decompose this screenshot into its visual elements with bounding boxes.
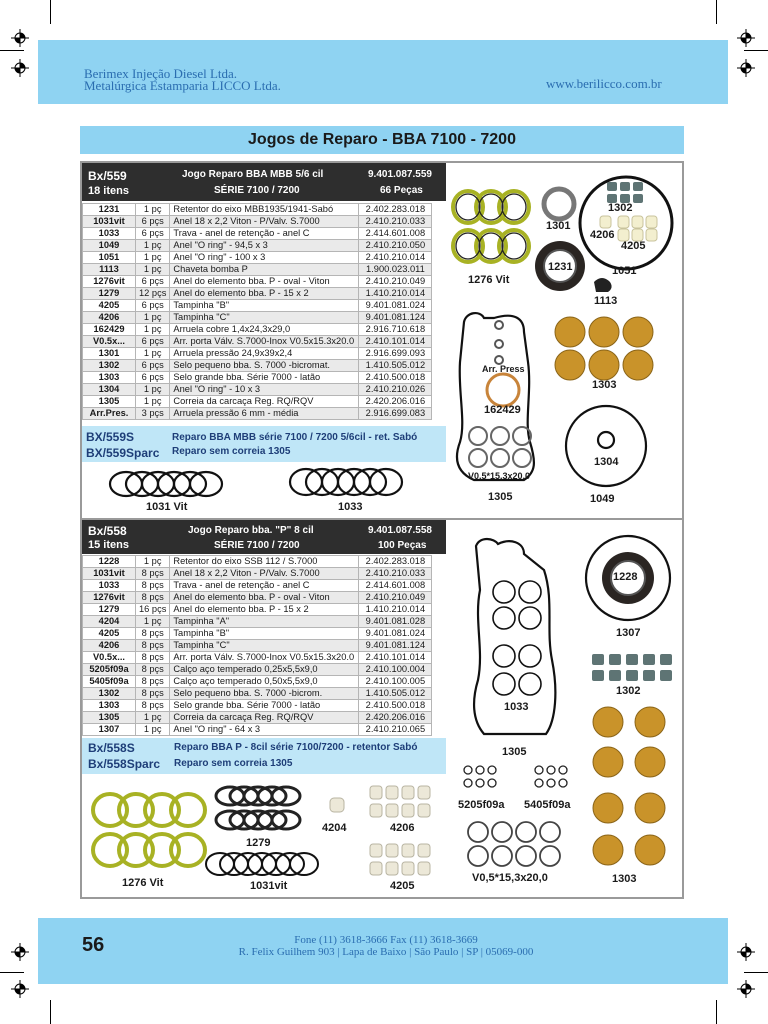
part-code: 1276vit — [83, 592, 136, 604]
part-code: 4205 — [83, 628, 136, 640]
registration-mark-icon — [737, 59, 755, 77]
part-desc: Retentor do eixo SSB 112 / S.7000 — [170, 556, 359, 568]
steel-ring-icon — [468, 822, 560, 866]
part-code: 1033 — [83, 228, 136, 240]
part-code: 4206 — [83, 312, 136, 324]
part-desc: Trava - anel de retenção - anel C — [170, 580, 359, 592]
part-qty: 1 pç — [136, 556, 170, 568]
part-qty: 6 pçs — [136, 360, 170, 372]
part-code: 4204 — [83, 616, 136, 628]
part-label: 1303 — [612, 873, 637, 885]
part-label: 1305 — [502, 746, 527, 758]
registration-mark-icon — [737, 980, 755, 998]
kit-name: Jogo Reparo bba. "P" 8 cil — [188, 525, 314, 536]
part-label: 1303 — [592, 379, 617, 391]
part-desc: Anel do elemento bba. P - oval - Viton — [170, 276, 359, 288]
part-code: 1279 — [83, 288, 136, 300]
part-ref: 2.420.206.016 — [359, 396, 432, 408]
part-ref: 1.410.210.014 — [359, 288, 432, 300]
part-qty: 1 pç — [136, 724, 170, 736]
retaining-ring-icon — [290, 469, 402, 495]
part-ref: 2.402.283.018 — [359, 204, 432, 216]
part-qty: 1 pç — [136, 312, 170, 324]
part-desc: Anel do elemento bba. P - oval - Viton — [170, 592, 359, 604]
part-ref: 1.410.210.014 — [359, 604, 432, 616]
part-desc: Selo pequeno bba. S. 7000 -bicromat. — [170, 360, 359, 372]
washer-icon — [544, 189, 574, 219]
part-qty: 6 pçs — [136, 300, 170, 312]
part-qty: 12 pçs — [136, 288, 170, 300]
part-ref: 2.410.210.049 — [359, 276, 432, 288]
part-desc: Tampinha "B" — [170, 300, 359, 312]
part-ref: 2.414.601.008 — [359, 580, 432, 592]
part-label: 1279 — [246, 837, 271, 849]
part-qty: 1 pç — [136, 264, 170, 276]
part-ref: 2.410.210.014 — [359, 252, 432, 264]
part-desc: Arruela pressão 24,9x39x2,4 — [170, 348, 359, 360]
part-label: 4206 — [390, 822, 415, 834]
part-qty: 1 pç — [136, 396, 170, 408]
kit-series: SÉRIE 7100 / 7200 — [214, 540, 300, 551]
variant-code: BX/559S — [86, 430, 135, 444]
part-desc: Selo grande bba. Série 7000 - latão — [170, 700, 359, 712]
part-qty: 8 pçs — [136, 568, 170, 580]
part-code: 1279 — [83, 604, 136, 616]
part-desc: Anel 18 x 2,2 Viton - P/Valv. S.7000 — [170, 568, 359, 580]
crop-mark — [0, 50, 24, 51]
part-label: Arr. Press — [482, 364, 525, 374]
part-code: 4205 — [83, 300, 136, 312]
part-ref: 2.410.500.018 — [359, 372, 432, 384]
crop-mark — [50, 1000, 51, 1024]
part-desc: Trava - anel de retenção - anel C — [170, 228, 359, 240]
part-ref: 2.410.210.050 — [359, 240, 432, 252]
part-code: 1033 — [83, 580, 136, 592]
part-ref: 2.410.210.026 — [359, 384, 432, 396]
oring-viton-icon — [93, 794, 205, 866]
part-desc: Correia da carcaça Reg. RQ/RQV — [170, 712, 359, 724]
part-code: 1303 — [83, 372, 136, 384]
part-code: 4206 — [83, 640, 136, 652]
part-label: 162429 — [484, 404, 521, 416]
part-label: 4205 — [390, 880, 415, 892]
part-desc: Anel "O ring" - 94,5 x 3 — [170, 240, 359, 252]
part-desc: Retentor do eixo MBB1935/1941-Sabó — [170, 204, 359, 216]
part-ref: 9.401.081.024 — [359, 628, 432, 640]
part-ref: 1.410.505.012 — [359, 360, 432, 372]
part-desc: Arruela cobre 1,4x24,3x29,0 — [170, 324, 359, 336]
part-qty: 6 pçs — [136, 336, 170, 348]
part-label: 1113 — [594, 295, 618, 307]
part-code: 1031vit — [83, 216, 136, 228]
part-qty: 6 pçs — [136, 216, 170, 228]
registration-mark-icon — [737, 29, 755, 47]
page-number: 56 — [82, 934, 105, 956]
part-code: V0.5x... — [83, 336, 136, 348]
footer-phone: Fone (11) 3618-3666 Fax (11) 3618-3669 — [294, 934, 478, 946]
part-qty: 8 pçs — [136, 676, 170, 688]
part-qty: 8 pçs — [136, 592, 170, 604]
variant-code: BX/559Sparc — [86, 446, 160, 460]
part-code: 1304 — [83, 384, 136, 396]
crop-mark — [716, 0, 717, 24]
part-code: 1303 — [83, 700, 136, 712]
oring-dark-icon — [456, 194, 526, 259]
kit-ref: 9.401.087.559 — [368, 169, 432, 180]
part-code: Arr.Pres. — [83, 408, 136, 420]
part-label: 1051 — [612, 265, 637, 277]
part-code: 1051 — [83, 252, 136, 264]
part-label: 1031 Vit — [146, 501, 188, 513]
part-ref: 2.420.206.016 — [359, 712, 432, 724]
part-ref: 9.401.081.124 — [359, 312, 432, 324]
part-label: 1033 — [338, 501, 363, 513]
part-label: 1307 — [616, 627, 641, 639]
registration-mark-icon — [11, 943, 29, 961]
part-code: 5405f09a — [83, 676, 136, 688]
part-ref: 9.401.081.024 — [359, 300, 432, 312]
variant-code: Bx/558Sparc — [88, 757, 161, 771]
part-label: 1033 — [504, 701, 529, 713]
variant-desc: Reparo sem correia 1305 — [172, 446, 291, 457]
kit-item-count: 18 itens — [88, 185, 129, 197]
part-label: 1302 — [616, 685, 641, 697]
part-code: 1031vit — [83, 568, 136, 580]
part-desc: Tampinha "C" — [170, 312, 359, 324]
oring-viton-icon — [453, 191, 529, 262]
part-desc: Arr. porta Válv. S.7000-Inox V0.5x15.3x20.0 — [170, 336, 359, 348]
registration-mark-icon — [737, 943, 755, 961]
part-label: 4204 — [322, 822, 347, 834]
registration-mark-icon — [11, 59, 29, 77]
part-label: 5205f09a — [458, 799, 505, 811]
part-qty: 16 pçs — [136, 604, 170, 616]
part-ref: 2.410.210.049 — [359, 592, 432, 604]
company-name: Berimex Injeção Diesel Ltda. — [84, 66, 238, 81]
crop-mark — [716, 1000, 717, 1024]
part-code: 1276vit — [83, 276, 136, 288]
company-name-secondary: Metalúrgica Estamparia LICCO Ltda. — [84, 78, 281, 93]
seal-small-icon — [607, 182, 643, 203]
part-desc: Anel 18 x 2,2 Viton - P/Valv. S.7000 — [170, 216, 359, 228]
part-qty: 1 pç — [136, 616, 170, 628]
part-ref: 2.916.699.093 — [359, 348, 432, 360]
kit-pieces: 100 Peças — [378, 540, 427, 551]
part-desc: Selo grande bba. Série 7000 - latão — [170, 372, 359, 384]
part-ref: 1.900.023.011 — [359, 264, 432, 276]
variant-code: Bx/558S — [88, 741, 135, 755]
part-desc: Calço aço temperado 0,25x5,5x9,0 — [170, 664, 359, 676]
part-qty: 3 pçs — [136, 408, 170, 420]
crop-mark — [744, 972, 768, 973]
part-desc: Tampinha "B" — [170, 628, 359, 640]
part-code: 1301 — [83, 348, 136, 360]
crop-mark — [744, 50, 768, 51]
part-ref: 2.410.101.014 — [359, 652, 432, 664]
part-ref: 2.410.210.033 — [359, 568, 432, 580]
kit-ref: 9.401.087.558 — [368, 525, 432, 536]
seal-small-icon — [592, 654, 672, 681]
part-ref: 9.401.081.124 — [359, 640, 432, 652]
part-qty: 1 pç — [136, 204, 170, 216]
part-code: 5205f09a — [83, 664, 136, 676]
part-desc: Anel do elemento bba. P - 15 x 2 — [170, 288, 359, 300]
part-qty: 8 pçs — [136, 700, 170, 712]
part-label: 5405f09a — [524, 799, 571, 811]
part-qty: 8 pçs — [136, 688, 170, 700]
part-label: 1304 — [594, 456, 619, 468]
part-code: 1228 — [83, 556, 136, 568]
brass-seal-icon — [593, 707, 665, 865]
part-label: V0,5*15,3x20,0 — [472, 872, 548, 884]
crop-mark — [50, 0, 51, 24]
kit-item-count: 15 itens — [88, 539, 129, 551]
kit-code: Bx/559 — [88, 169, 127, 183]
part-qty: 8 pçs — [136, 628, 170, 640]
part-desc: Chaveta bomba P — [170, 264, 359, 276]
part-ref: 2.916.710.618 — [359, 324, 432, 336]
part-desc: Anel "O ring" - 10 x 3 — [170, 384, 359, 396]
registration-mark-icon — [11, 980, 29, 998]
part-desc: Anel "O ring" - 100 x 3 — [170, 252, 359, 264]
variant-desc: Reparo BBA P - 8cil série 7100/7200 - retentor Sabó — [174, 742, 418, 753]
key-icon — [594, 278, 612, 292]
part-desc: Tampinha "C" — [170, 640, 359, 652]
part-label: 1049 — [590, 493, 615, 505]
part-label: 1031vit — [250, 880, 288, 892]
part-qty: 8 pçs — [136, 580, 170, 592]
part-ref: 2.410.210.033 — [359, 216, 432, 228]
part-ref: 2.410.101.014 — [359, 336, 432, 348]
footer-address: R. Felix Guilhem 903 | Lapa de Baixo | São Paulo | SP | 05069-000 — [238, 946, 534, 958]
part-desc: Anel "O ring" - 64 x 3 — [170, 724, 359, 736]
part-qty: 1 pç — [136, 324, 170, 336]
website-link[interactable]: www.berilicco.com.br — [546, 76, 662, 91]
part-qty: 8 pçs — [136, 640, 170, 652]
part-qty: 1 pç — [136, 384, 170, 396]
kit2-illustrations — [84, 520, 682, 898]
small-washer-icon — [495, 321, 503, 364]
part-code: 1305 — [83, 712, 136, 724]
variant-desc: Reparo sem correia 1305 — [174, 758, 293, 769]
part-qty: 8 pçs — [136, 652, 170, 664]
copper-washer-icon — [487, 374, 519, 406]
part-label: 4205 — [621, 240, 646, 252]
steel-ring-icon — [469, 427, 531, 467]
page-title: Jogos de Reparo - BBA 7100 - 7200 — [80, 126, 684, 154]
part-qty: 8 pçs — [136, 664, 170, 676]
part-ref: 2.414.601.008 — [359, 228, 432, 240]
part-label: 1276 Vit — [122, 877, 164, 889]
part-qty: 1 pç — [136, 252, 170, 264]
part-qty: 1 pç — [136, 240, 170, 252]
part-ref: 2.402.283.018 — [359, 556, 432, 568]
part-ref: 2.410.100.005 — [359, 676, 432, 688]
part-label: 1276 Vit — [468, 274, 510, 286]
part-qty: 6 pçs — [136, 276, 170, 288]
part-code: 162429 — [83, 324, 136, 336]
part-desc: Selo pequeno bba. S. 7000 -bicrom. — [170, 688, 359, 700]
part-code: 1302 — [83, 360, 136, 372]
kit-name: Jogo Reparo BBA MBB 5/6 cil — [182, 169, 324, 180]
oring-viton-icon — [206, 853, 318, 875]
part-ref: 1.410.505.012 — [359, 688, 432, 700]
part-label: 1228 — [613, 571, 638, 583]
kit-code: Bx/558 — [88, 524, 127, 538]
part-qty: 6 pçs — [136, 228, 170, 240]
part-desc: Anel do elemento bba. P - 15 x 2 — [170, 604, 359, 616]
part-label: 1231 — [548, 261, 573, 273]
part-label: 1301 — [546, 220, 571, 232]
part-code: 1305 — [83, 396, 136, 408]
variant-desc: Reparo BBA MBB série 7100 / 7200 5/6cil - ret. Sabó — [172, 432, 418, 443]
crop-mark — [0, 972, 24, 973]
part-qty: 1 pç — [136, 348, 170, 360]
part-ref: 2.410.100.004 — [359, 664, 432, 676]
part-desc: Tampinha "A" — [170, 616, 359, 628]
part-label: 1305 — [488, 491, 513, 503]
part-label: 4206 — [590, 229, 615, 241]
part-label: 1302 — [608, 202, 633, 214]
oring-viton-icon — [110, 472, 222, 496]
part-qty: 1 pç — [136, 712, 170, 724]
oring-large-icon — [566, 406, 646, 486]
part-desc: Correia da carcaça Reg. RQ/RQV — [170, 396, 359, 408]
part-desc: Calço aço temperado 0,50x5,5x9,0 — [170, 676, 359, 688]
shim-icon — [464, 766, 567, 787]
part-qty: 6 pçs — [136, 372, 170, 384]
kit-pieces: 66 Peças — [380, 185, 423, 196]
part-code: 1113 — [83, 264, 136, 276]
oring-small-icon — [598, 432, 614, 448]
part-desc: Arr. porta Válv. S.7000-Inox V0.5x15.3x20.0 — [170, 652, 359, 664]
kit-series: SÉRIE 7100 / 7200 — [214, 185, 300, 196]
registration-mark-icon — [11, 29, 29, 47]
part-ref: 2.410.210.065 — [359, 724, 432, 736]
retaining-ring-icon — [493, 581, 541, 695]
part-code: 1049 — [83, 240, 136, 252]
brass-seal-icon — [555, 317, 653, 380]
part-ref: 2.410.500.018 — [359, 700, 432, 712]
part-desc: Arruela pressão 6 mm - média — [170, 408, 359, 420]
kit1-illustrations — [84, 162, 682, 518]
part-label: V0,5*15,3x20,0 — [468, 471, 531, 481]
oring-dark-icon — [216, 787, 300, 829]
part-code: 1231 — [83, 204, 136, 216]
part-code: 1307 — [83, 724, 136, 736]
part-code: V0.5x... — [83, 652, 136, 664]
part-code: 1302 — [83, 688, 136, 700]
part-ref: 2.916.699.083 — [359, 408, 432, 420]
part-ref: 9.401.081.028 — [359, 616, 432, 628]
